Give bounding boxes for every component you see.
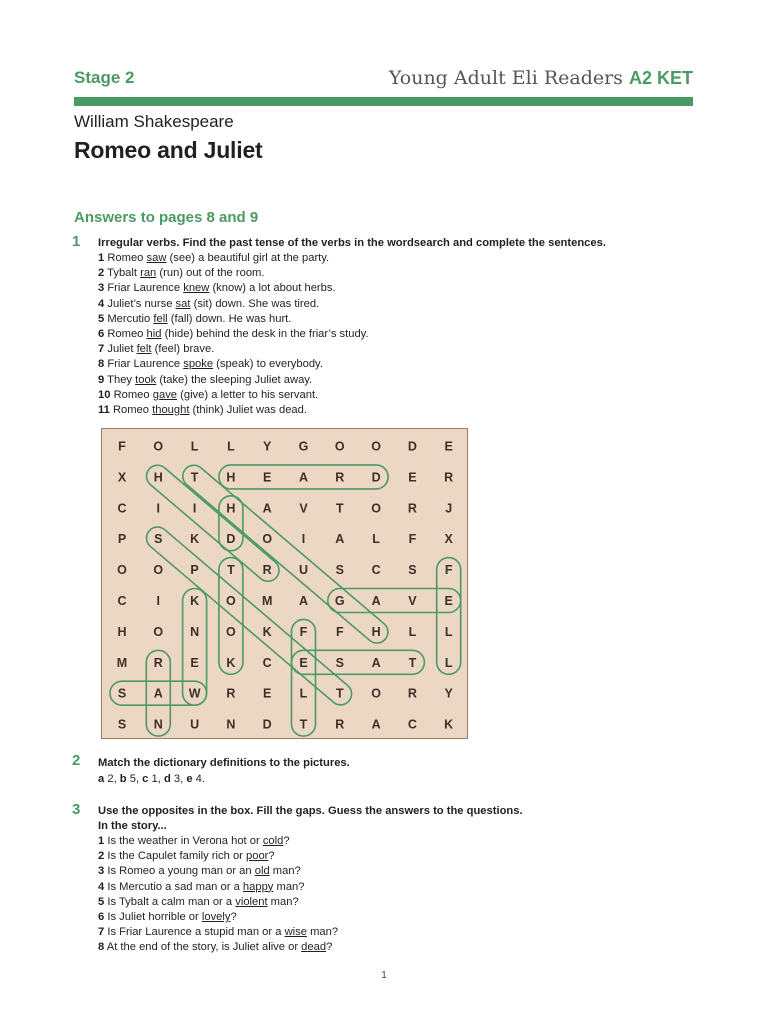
- grid-letter: A: [371, 594, 381, 608]
- grid-letter: T: [227, 563, 235, 578]
- grid-letter: L: [444, 624, 453, 639]
- answer-word: dead: [301, 941, 327, 954]
- sentence-number: 3: [98, 865, 105, 878]
- sentence-line: [98, 403, 369, 418]
- sentence-line: [98, 327, 369, 342]
- grid-letter: T: [335, 501, 344, 516]
- sentence-number: 7: [98, 343, 105, 356]
- grid-letter: Y: [444, 686, 453, 701]
- grid-letter: R: [153, 655, 163, 670]
- sentence-text: man?: [269, 865, 301, 878]
- question-1-sentences: [98, 251, 369, 418]
- wordsearch-svg: [102, 429, 469, 740]
- sentence-number: 1: [98, 835, 105, 847]
- grid-letter: K: [444, 717, 454, 732]
- sentence-line: [98, 281, 369, 296]
- answer-word: felt: [136, 343, 152, 356]
- grid-letter: E: [444, 439, 453, 454]
- grid-letter: D: [226, 532, 236, 547]
- sentence-line: [98, 388, 369, 403]
- sentence-number: 6: [98, 910, 105, 923]
- answer-letter: a: [98, 773, 105, 785]
- sentence-line: [98, 342, 369, 357]
- grid-letter: L: [372, 532, 380, 547]
- sentence-line: [98, 373, 369, 388]
- grid-letter: O: [371, 439, 381, 454]
- sentence-number: 5: [98, 312, 105, 325]
- grid-letter: D: [262, 717, 272, 732]
- grid-letter: A: [153, 686, 163, 701]
- sentence-text: Tybalt: [107, 267, 141, 280]
- answer-word: ran: [140, 267, 157, 280]
- grid-letter: I: [192, 501, 197, 516]
- sentence-number: 10: [98, 388, 111, 401]
- sentence-text: Is Juliet horrible or: [107, 910, 202, 923]
- grid-letter: R: [226, 686, 236, 701]
- sentence-text: (see) a beautiful girl at the party.: [166, 252, 330, 264]
- sentence-number: 4: [98, 297, 105, 310]
- grid-letter: E: [444, 594, 453, 608]
- grid-letter: O: [371, 686, 381, 701]
- sentence-line: [98, 834, 338, 849]
- grid-letter: K: [226, 655, 236, 670]
- grid-letter: D: [371, 470, 381, 485]
- sentence-text: (think) Juliet was dead.: [189, 403, 307, 416]
- sentence-number: 7: [98, 926, 105, 939]
- sentence-text: (give) a letter to his servant.: [177, 388, 319, 401]
- stage-label: Stage 2: [74, 68, 135, 87]
- sentence-text: (feel) brave.: [151, 343, 215, 356]
- sentence-text: Friar Laurence: [107, 282, 184, 295]
- grid-letter: L: [299, 686, 308, 701]
- grid-letter: W: [188, 686, 201, 701]
- answer-word: spoke: [183, 358, 214, 371]
- grid-letter: S: [117, 686, 127, 701]
- sentence-text: Friar Laurence: [107, 358, 184, 371]
- section-title: Answers to pages 8 and 9: [74, 209, 259, 226]
- sentence-text: Romeo: [107, 327, 147, 340]
- grid-letter: E: [190, 655, 199, 670]
- grid-letter: H: [153, 470, 163, 485]
- grid-letter: D: [407, 439, 417, 454]
- grid-letter: O: [334, 439, 345, 454]
- question-2-number: 2: [72, 752, 81, 769]
- sentence-number: 6: [98, 327, 105, 340]
- grid-letter: L: [444, 655, 453, 670]
- answer-value: 1,: [148, 773, 164, 785]
- grid-letter: A: [335, 532, 345, 547]
- grid-letter: V: [299, 501, 308, 516]
- page-number: 1: [381, 970, 387, 981]
- sentence-number: 8: [98, 358, 105, 371]
- answer-word: cold: [262, 835, 284, 847]
- sentence-number: 2: [98, 850, 105, 863]
- grid-letter: O: [371, 501, 381, 516]
- sentence-line: [98, 925, 338, 940]
- question-1-instruction: Irregular verbs. Find the past tense of the verbs in the wordsearch and complete the sentences.: [98, 237, 606, 249]
- grid-letter: S: [335, 655, 344, 670]
- answer-word: knew: [183, 282, 210, 295]
- grid-letter: S: [154, 532, 163, 547]
- grid-letter: H: [117, 624, 127, 639]
- sentence-number: 4: [98, 880, 105, 893]
- sentence-text: ?: [326, 941, 333, 954]
- grid-letter: C: [371, 563, 381, 578]
- grid-letter: F: [335, 624, 344, 639]
- grid-letter: K: [190, 594, 200, 608]
- grid-letter: H: [226, 501, 236, 516]
- answer-letter: b: [119, 773, 127, 785]
- grid-letter: C: [117, 594, 127, 608]
- grid-letter: R: [335, 717, 345, 732]
- grid-letter: N: [226, 717, 236, 732]
- grid-letter: E: [263, 686, 272, 701]
- sentence-text: They: [107, 373, 136, 386]
- sentence-number: 5: [98, 895, 105, 908]
- answer-word: saw: [146, 252, 167, 264]
- grid-letter: A: [262, 501, 272, 516]
- series-title: [389, 67, 693, 89]
- sentence-text: Is Mercutio a sad man or a: [107, 880, 243, 893]
- grid-letter: S: [335, 563, 344, 578]
- grid-letter: R: [335, 470, 345, 485]
- sentence-text: At the end of the story, is Juliet alive or: [106, 941, 302, 954]
- answer-word: took: [135, 373, 157, 386]
- grid-letter: O: [262, 532, 273, 547]
- answer-word: poor: [246, 850, 269, 863]
- answer-word: hid: [146, 327, 162, 340]
- grid-letter: L: [190, 439, 199, 454]
- grid-letter: A: [371, 717, 381, 732]
- answer-letter: c: [142, 773, 149, 785]
- answer-value: 3,: [170, 773, 187, 785]
- grid-letter: O: [153, 563, 164, 578]
- grid-letter: J: [445, 501, 453, 516]
- grid-letter: N: [190, 624, 200, 639]
- grid-letter: F: [444, 563, 453, 578]
- sentence-line: [98, 940, 338, 955]
- grid-letter: F: [408, 532, 417, 547]
- grid-letter: O: [153, 624, 164, 639]
- grid-letter: O: [226, 594, 236, 608]
- answer-word: gave: [152, 388, 178, 401]
- sentence-text: Is the Capulet family rich or: [107, 850, 246, 863]
- grid-letter: V: [408, 594, 417, 608]
- grid-letter: A: [298, 470, 309, 485]
- grid-letter: T: [408, 655, 417, 670]
- grid-letter: R: [407, 686, 417, 701]
- grid-letter: C: [117, 501, 127, 516]
- answer-word: old: [254, 865, 270, 878]
- sentence-text: (run) out of the room.: [156, 267, 265, 280]
- grid-letter: L: [227, 439, 235, 454]
- grid-letter: E: [408, 470, 417, 485]
- sentence-text: Romeo: [107, 252, 147, 264]
- sentence-number: 3: [98, 282, 105, 295]
- question-3-subinstruction: In the story...: [98, 820, 167, 832]
- grid-letter: S: [408, 563, 417, 578]
- sentence-line: [98, 357, 369, 372]
- grid-letter: A: [371, 655, 381, 670]
- answer-value: 4.: [192, 773, 206, 785]
- grid-letter: H: [371, 624, 381, 639]
- author-name: William Shakespeare: [74, 112, 234, 131]
- sentence-line: [98, 312, 369, 327]
- grid-letter: K: [262, 624, 272, 639]
- sentence-text: man?: [273, 880, 305, 893]
- answer-letter: d: [163, 773, 171, 785]
- answer-word: happy: [242, 880, 274, 893]
- grid-letter: E: [263, 470, 272, 485]
- sentence-line: [98, 297, 369, 312]
- grid-letter: M: [116, 655, 128, 670]
- sentence-text: ?: [230, 910, 237, 923]
- grid-letter: A: [298, 594, 309, 608]
- sentence-text: Romeo: [113, 388, 153, 401]
- grid-letter: G: [298, 439, 309, 454]
- grid-letter: M: [261, 594, 273, 608]
- grid-letter: L: [408, 624, 417, 639]
- grid-letter: U: [298, 563, 309, 578]
- grid-letter: G: [334, 594, 345, 608]
- grid-letter: T: [335, 686, 344, 701]
- grid-letter: R: [444, 470, 454, 485]
- grid-letter: P: [190, 563, 199, 578]
- sentence-line: [98, 849, 338, 864]
- sentence-text: (hide) behind the desk in the friar’s study.: [161, 327, 369, 340]
- header-divider: [74, 97, 693, 106]
- question-3-number: 3: [72, 801, 81, 818]
- question-1-number: 1: [72, 233, 81, 250]
- question-3-sentences: [98, 834, 338, 956]
- sentence-text: Juliet: [107, 343, 137, 356]
- grid-letter: N: [153, 717, 163, 732]
- sentence-text: (speak) to everybody.: [213, 358, 323, 371]
- sentence-text: Is Tybalt a calm man or a: [107, 895, 236, 908]
- answer-value: 2,: [104, 773, 120, 785]
- sentence-line: [98, 895, 338, 910]
- answer-word: sat: [175, 297, 191, 310]
- answers-line: [98, 772, 205, 787]
- sentence-text: Is Romeo a young man or an: [107, 865, 255, 878]
- series-level: A2 KET: [628, 68, 693, 88]
- sentence-number: 11: [98, 403, 110, 416]
- answer-word: thought: [152, 403, 190, 416]
- answer-value: 5,: [126, 773, 143, 785]
- sentence-line: [98, 864, 338, 879]
- wordsearch-grid: [101, 428, 468, 739]
- sentence-text: Mercutio: [107, 312, 154, 325]
- question-2-answers: [98, 772, 205, 787]
- answer-word: lovely: [201, 910, 231, 923]
- answer-word: fell: [153, 312, 168, 325]
- grid-letter: P: [117, 532, 127, 547]
- grid-letter: I: [301, 532, 306, 547]
- sentence-line: [98, 880, 338, 895]
- grid-letter: I: [156, 594, 161, 608]
- answer-word: wise: [284, 926, 307, 939]
- grid-letter: C: [262, 655, 272, 670]
- question-3-instruction: Use the opposites in the box. Fill the gaps. Guess the answers to the questions.: [98, 805, 523, 817]
- grid-letter: O: [226, 624, 236, 639]
- sentence-text: Juliet’s nurse: [107, 297, 176, 310]
- sentence-number: 2: [98, 267, 105, 280]
- answer-letter: e: [186, 773, 193, 785]
- grid-letter: O: [117, 563, 127, 578]
- sentence-text: man?: [306, 926, 339, 939]
- grid-letter: S: [117, 717, 127, 732]
- sentence-text: Is Friar Laurence a stupid man or a: [107, 926, 285, 939]
- grid-letter: I: [156, 501, 161, 516]
- sentence-text: (take) the sleeping Juliet away.: [156, 373, 313, 386]
- sentence-line: [98, 910, 338, 925]
- answer-word: violent: [235, 895, 268, 908]
- grid-letter: R: [407, 501, 417, 516]
- grid-letter: K: [190, 532, 200, 547]
- grid-letter: O: [153, 439, 164, 454]
- book-title: Romeo and Juliet: [74, 137, 263, 163]
- sentence-text: man?: [267, 895, 299, 908]
- sentence-text: (sit) down. She was tired.: [190, 297, 320, 310]
- sentence-line: [98, 266, 369, 281]
- sentence-line: [98, 251, 369, 266]
- grid-letter: E: [299, 655, 308, 670]
- question-2-instruction: Match the dictionary definitions to the pictures.: [98, 757, 350, 769]
- sentence-text: ?: [268, 850, 275, 863]
- sentence-text: Is the weather in Verona hot or: [107, 835, 263, 847]
- sentence-text: ?: [283, 835, 290, 847]
- grid-letter: F: [299, 624, 308, 639]
- series-prefix: Young Adult Eli Readers: [388, 67, 623, 89]
- grid-letter: T: [190, 470, 199, 485]
- sentence-number: 1: [98, 252, 105, 264]
- grid-letter: Y: [263, 439, 272, 454]
- sentence-number: 8: [98, 941, 105, 954]
- sentence-text: Romeo: [112, 403, 153, 416]
- grid-letter: X: [444, 532, 453, 547]
- sentence-number: 9: [98, 373, 105, 386]
- grid-letter: H: [226, 470, 236, 485]
- grid-letter: R: [262, 563, 272, 578]
- grid-letter: C: [407, 717, 417, 732]
- sentence-text: (fall) down. He was hurt.: [167, 312, 292, 325]
- grid-letter: U: [190, 717, 200, 732]
- grid-letter: F: [118, 439, 126, 454]
- grid-letter: T: [299, 717, 308, 732]
- grid-letter: X: [117, 470, 127, 485]
- sentence-text: (know) a lot about herbs.: [209, 282, 336, 295]
